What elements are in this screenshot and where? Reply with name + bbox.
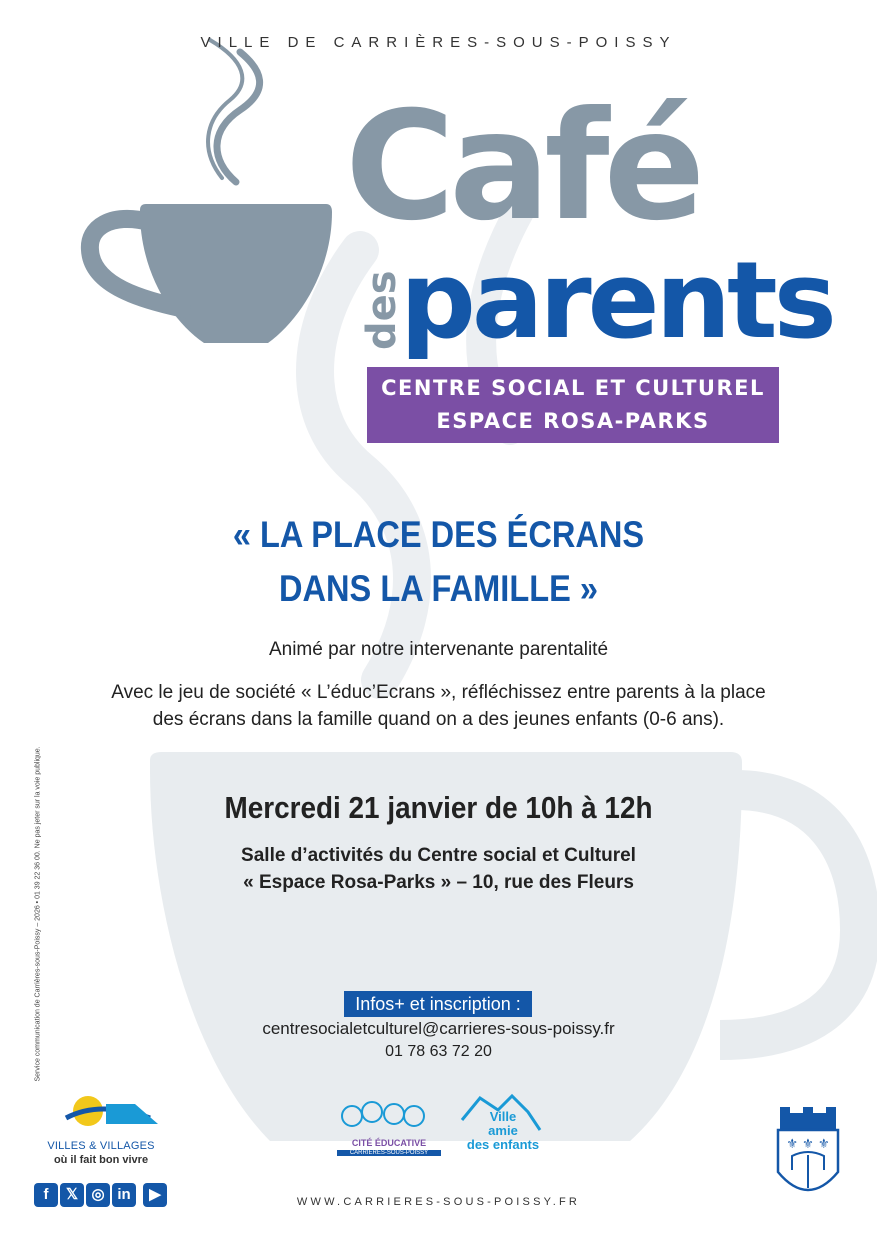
city-title: VILLE DE CARRIÈRES-SOUS-POISSY [200, 34, 677, 51]
cite-educative-label: CITÉ ÉDUCATIVE [351, 1138, 427, 1148]
ville-amie-line-1: Ville [489, 1109, 517, 1124]
event-date: Mercredi 21 janvier de 10h à 12h [224, 790, 653, 825]
logo-parents-text: parents [400, 239, 833, 362]
description-line-1: Avec le jeu de société « L’éduc’Ecrans », réfléchissez entre parents à la place [111, 682, 766, 703]
event-headline [53, 508, 825, 616]
sidebar-legal-note: Service communication de Carrières-sous-Poissy – 2026 • 01 39 22 36 00. Ne pas jeter sur la voie publique. [34, 746, 42, 1082]
logo-des-text: des [359, 270, 405, 350]
ville-amie-line-2: amie [488, 1123, 518, 1138]
instagram-icon[interactable]: ◎ [86, 1183, 110, 1207]
organizer-line-2: ESPACE ROSA-PARKS [436, 409, 710, 433]
headline-line-1: « LA PLACE DES ÉCRANS [232, 514, 645, 555]
venue-line-2: « Espace Rosa-Parks » – 10, rue des Fleurs [243, 872, 634, 893]
cite-educative-sub: CARRIÈRES-SOUS-POISSY [337, 1150, 441, 1156]
contact-phone[interactable]: 01 78 63 72 20 [385, 1043, 492, 1060]
website-link[interactable]: WWW.CARRIERES-SOUS-POISSY.FR [296, 1196, 581, 1208]
x-icon[interactable]: 𝕏 [60, 1183, 84, 1207]
logo-cafe-text: Café [345, 80, 700, 254]
youtube-icon[interactable]: ▶ [143, 1183, 167, 1207]
venue-line-1: Salle d’activités du Centre social et Culturel [241, 845, 636, 866]
description [60, 679, 817, 733]
ville-amie-line-3: des enfants [466, 1137, 540, 1152]
infos-label: Infos+ et inscription : [344, 991, 532, 1017]
facebook-icon[interactable]: f [34, 1183, 58, 1207]
organizer-band [367, 367, 779, 443]
villes-villages-label: VILLES & VILLAGES [47, 1140, 155, 1152]
event-venue [0, 842, 877, 896]
animated-by-text: Animé par notre intervenante parentalité [268, 639, 609, 660]
linkedin-icon[interactable]: in [112, 1183, 136, 1207]
villes-villages-tagline: où il fait bon vivre [53, 1154, 149, 1166]
svg-text:⚜ ⚜ ⚜: ⚜ ⚜ ⚜ [786, 1137, 830, 1152]
organizer-line-1: CENTRE SOCIAL ET CULTUREL [381, 376, 765, 400]
ville-amie-logo [458, 1110, 548, 1152]
contact-email[interactable]: centresocialetculturel@carrieres-sous-poissy.fr [262, 1019, 615, 1038]
description-line-2: des écrans dans la famille quand on a des jeunes enfants (0-6 ans). [152, 709, 725, 730]
headline-line-2: DANS LA FAMILLE » [279, 568, 598, 609]
